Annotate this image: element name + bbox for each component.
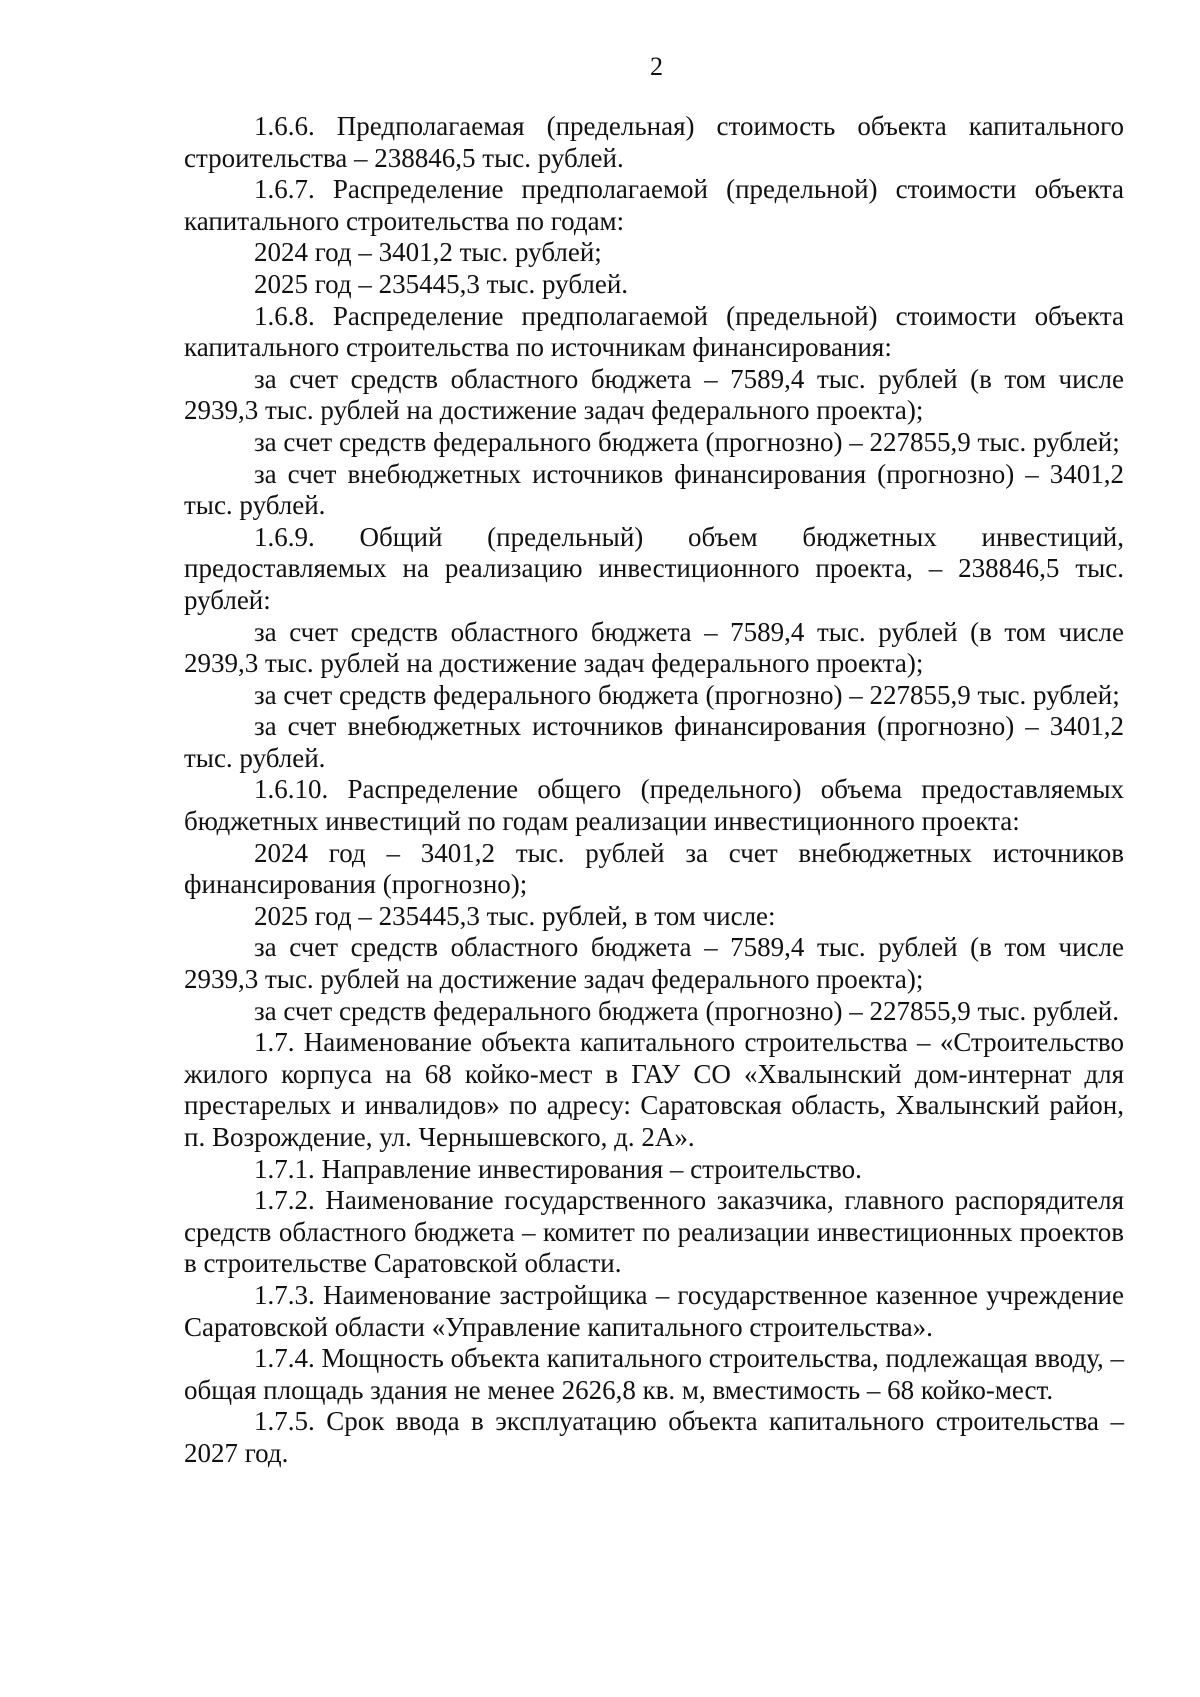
paragraph-regional-budget: за счет средств областного бюджета – 7589,4 тыс. рублей (в том числе 2939,3 тыс. рублей на достижение задач федерального проекта); <box>184 363 1124 426</box>
paragraph-1-6-7: 1.6.7. Распределение предполагаемой (предельной) стоимости объекта капитального строительства по годам: <box>184 174 1124 236</box>
paragraph-1-6-9: 1.6.9. Общий (предельный) объем бюджетных инвестиций, предоставляемых на реализацию инвестиционного проекта, – 238846,5 тыс. рублей: <box>184 521 1124 615</box>
paragraph-federal-budget: за счет средств федерального бюджета (прогнозно) – 227855,9 тыс. рублей. <box>254 995 1119 1026</box>
paragraph-1-7-5: 1.7.5. Срок ввода в эксплуатацию объекта капитального строительства – 2027 год. <box>184 1406 1124 1468</box>
paragraph-regional-budget: за счет средств областного бюджета – 7589,4 тыс. рублей (в том числе 2939,3 тыс. рублей на достижение задач федерального проекта); <box>184 932 1124 995</box>
paragraph-1-7: 1.7. Наименование объекта капитального строительства – «Строительство жилого корпуса на 68 койко-мест в ГАУ СО «Хвалынский дом-интернат для престарелых и инвалидов» по адресу: Саратовская область, Хвалынский район, п. Возрождение, ул. Чернышевского, д. 2А». <box>184 1027 1124 1152</box>
paragraph-1-6-8: 1.6.8. Распределение предполагаемой (предельной) стоимости объекта капитального строительства по источникам финансирования: <box>184 300 1124 363</box>
paragraph-1-7-1: 1.7.1. Направление инвестирования – строительство. <box>254 1153 862 1184</box>
paragraph-1-7-3: 1.7.3. Наименование застройщика – государственное казенное учреждение Саратовской области «Управление капитального строительства». <box>184 1279 1124 1342</box>
paragraph-year-2024: 2024 год – 3401,2 тыс. рублей за счет внебюджетных источников финансирования (прогнозно); <box>184 837 1124 900</box>
paragraph-extrabudgetary: за счет внебюджетных источников финансирования (прогнозно) – 3401,2 тыс. рублей. <box>184 458 1124 521</box>
page-number: 2 <box>650 52 663 81</box>
paragraph-1-7-4: 1.7.4. Мощность объекта капитального строительства, подлежащая вводу, – общая площадь здания не менее 2626,8 кв. м, вместимость – 68 койко-мест. <box>184 1343 1125 1405</box>
paragraph-federal-budget: за счет средств федерального бюджета (прогнозно) – 227855,9 тыс. рублей; <box>254 426 1120 457</box>
document-body <box>184 111 1124 1470</box>
paragraph-1-6-6: 1.6.6. Предполагаемая (предельная) стоимость объекта капитального строительства – 238846,5 тыс. рублей. <box>184 111 1124 173</box>
paragraph-extrabudgetary: за счет внебюджетных источников финансирования (прогнозно) – 3401,2 тыс. рублей. <box>184 711 1124 773</box>
paragraph-regional-budget: за счет средств областного бюджета – 7589,4 тыс. рублей (в том числе 2939,3 тыс. рублей на достижение задач федерального проекта); <box>184 616 1124 679</box>
paragraph-year-2024: 2024 год – 3401,2 тыс. рублей; <box>254 237 602 268</box>
paragraph-year-2025: 2025 год – 235445,3 тыс. рублей. <box>254 268 629 299</box>
paragraph-year-2025: 2025 год – 235445,3 тыс. рублей, в том числе: <box>254 900 776 931</box>
paragraph-1-6-10: 1.6.10. Распределение общего (предельного) объема предоставляемых бюджетных инвестиций по годам реализации инвестиционного проекта: <box>184 774 1124 837</box>
paragraph-1-7-2: 1.7.2. Наименование государственного заказчика, главного распорядителя средств областного бюджета – комитет по реализации инвестиционных проектов в строительстве Саратовской области. <box>184 1185 1124 1279</box>
paragraph-federal-budget: за счет средств федерального бюджета (прогнозно) – 227855,9 тыс. рублей; <box>254 679 1120 710</box>
